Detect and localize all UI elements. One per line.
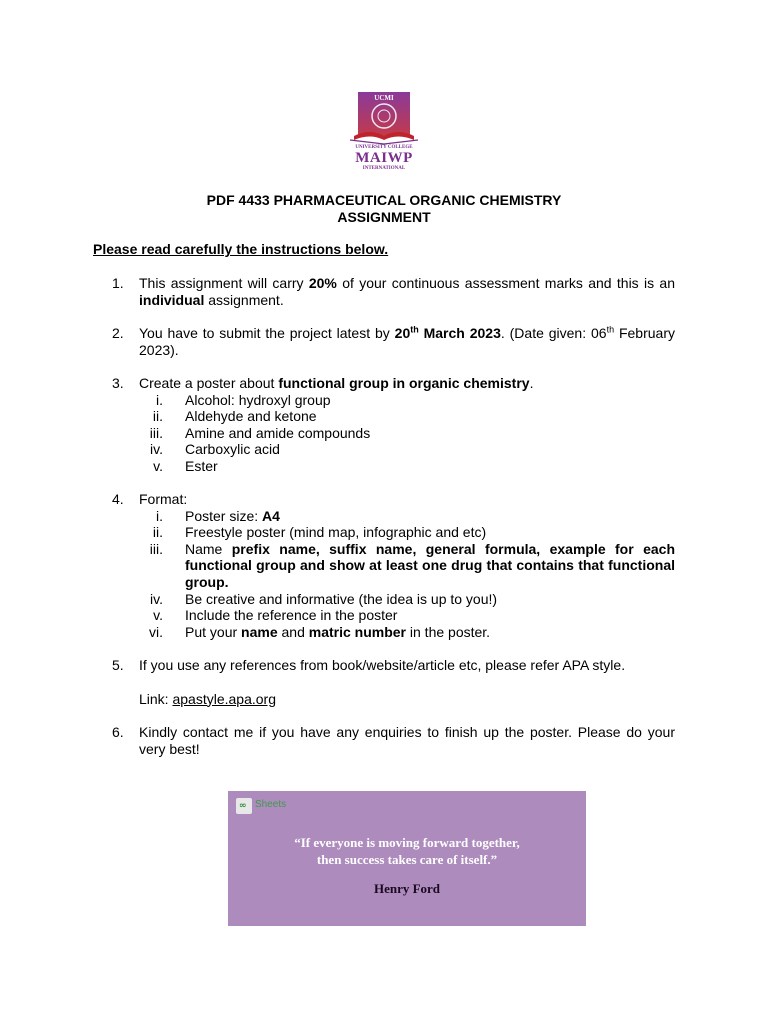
document-title: PDF 4433 PHARMACEUTICAL ORGANIC CHEMISTRY — [206, 192, 562, 208]
sub-item: i. Poster size: A4 — [156, 507, 280, 524]
item-number: 6. — [112, 724, 124, 740]
instructions-heading: Please read carefully the instructions below. — [93, 241, 389, 257]
logo-line3: INTERNATIONAL — [362, 166, 406, 171]
logo-top-text: UCMI — [374, 94, 394, 102]
instruction-item-1 — [112, 275, 675, 308]
sub-item: vi. Put your name and matric number in the poster. — [149, 623, 491, 640]
item-number: 3. — [112, 375, 124, 391]
link-line: Link: apastyle.apa.org — [139, 690, 276, 707]
document-subtitle: ASSIGNMENT — [337, 209, 431, 225]
sub-list — [139, 392, 675, 475]
sub-item: v. Ester — [153, 457, 218, 474]
item-text: If you use any references from book/website/article etc, please refer APA style. — [139, 657, 626, 673]
instruction-item-2 — [112, 325, 675, 358]
sub-item: v. Include the reference in the poster — [153, 607, 398, 624]
item-text: You have to submit the project latest by 20th March 2023. (Date given: 06th February 2023). — [139, 324, 675, 358]
instruction-item-4 — [112, 491, 675, 640]
item-number: 4. — [112, 491, 124, 507]
sub-item: ii. Freestyle poster (mind map, infographic and etc) — [152, 524, 487, 541]
apa-style-link[interactable]: apastyle.apa.org — [172, 690, 276, 707]
quote-text: “If everyone is moving forward together, then success takes care of itself.” — [294, 835, 520, 867]
item-text: Format: — [139, 491, 188, 507]
sub-item: iii. Amine and amide compounds — [149, 424, 371, 441]
sub-item: iv. Carboxylic acid — [150, 441, 280, 458]
sub-item: ii. Aldehyde and ketone — [152, 408, 317, 425]
item-number: 2. — [112, 325, 124, 341]
quote-box — [228, 791, 586, 926]
sub-item: i. Alcohol: hydroxyl group — [156, 391, 331, 408]
item-text: Kindly contact me if you have any enquiries to finish up the poster. Please do your very best! — [139, 724, 675, 757]
sub-list — [139, 508, 675, 641]
college-logo — [346, 90, 422, 176]
instruction-item-3 — [112, 375, 675, 475]
sub-item: iv. Be creative and informative (the idea is up to you!) — [150, 590, 498, 607]
quote-author: Henry Ford — [373, 881, 441, 896]
item-text: This assignment will carry 20% of your continuous assessment marks and this is an individual assignment. — [139, 275, 675, 308]
item-number: 1. — [112, 275, 124, 291]
logo-line1: UNIVERSITY COLLEGE — [355, 145, 413, 150]
item-number: 5. — [112, 657, 124, 673]
instruction-item-6 — [112, 724, 675, 757]
quote-brand: Sheets — [255, 799, 287, 810]
item-text: Create a poster about functional group in organic chemistry. — [139, 375, 534, 391]
instruction-item-5 — [112, 657, 675, 707]
sub-item: iii. Name prefix name, suffix name, general formula, example for each functional group and show at least one drug that contains that functional group. — [149, 540, 675, 590]
sheets-icon: ∞ — [236, 798, 252, 814]
logo-line2: MAIWP — [355, 150, 413, 166]
